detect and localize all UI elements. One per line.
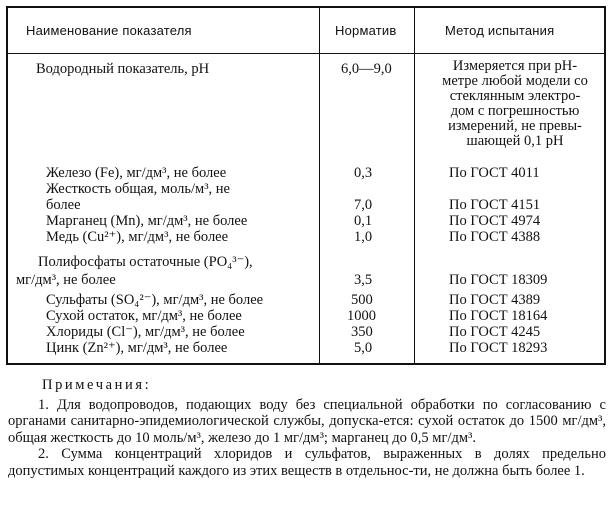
row-phosphate-name-line2: мг/дм³, не более	[16, 272, 116, 288]
row-hardness-norm: 7,0	[354, 197, 373, 213]
header-norm: Норматив	[335, 23, 397, 38]
row-residue-method: По ГОСТ 18164	[449, 308, 548, 324]
row-fe-name: Железо (Fe), мг/дм³, не более	[46, 165, 227, 181]
header-name: Наименование показателя	[26, 23, 192, 38]
row-zinc-method: По ГОСТ 18293	[449, 340, 548, 356]
row-mn-method: По ГОСТ 4974	[449, 213, 541, 229]
row-mn-norm: 0,1	[354, 213, 373, 229]
row-chloride-name: Хлориды (Cl⁻), мг/дм³, не более	[46, 324, 245, 340]
row-zinc-norm: 5,0	[354, 340, 373, 356]
header-method: Метод испытания	[445, 23, 555, 38]
row-fe-norm: 0,3	[354, 165, 373, 181]
row-residue-norm: 1000	[347, 308, 376, 324]
row-ph-method-line: метре любой модели со	[442, 73, 588, 89]
row-cu-method: По ГОСТ 4388	[449, 229, 541, 245]
note-1: 1. Для водопроводов, подающих воду без специальной обработки по согласованию с органами санитарно-эпидемиологической службы, допуска-ется: сухой остаток до 1500 мг/дм³, общая жесткость до 10 моль/м³, железо до 1 мг/дм³; марганец до 0,5 мг/дм³.	[8, 396, 606, 446]
standards-table	[6, 6, 606, 365]
row-ph-method-line: дом с погрешностью	[450, 103, 580, 119]
row-ph-method-line: измерений, не превы-	[448, 118, 582, 134]
row-fe-method: По ГОСТ 4011	[449, 165, 540, 181]
column-divider-1	[319, 8, 320, 363]
row-phosphate-name-line1: Полифосфаты остаточные (PO₄³⁻),	[38, 254, 253, 270]
row-ph-name: Водородный показатель, pH	[36, 61, 210, 77]
row-mn-name: Марганец (Mn), мг/дм³, не более	[46, 213, 248, 229]
notes-title: Примечания:	[42, 377, 152, 393]
row-cu-norm: 1,0	[354, 229, 373, 245]
row-sulfate-name: Сульфаты (SO₄²⁻), мг/дм³, не более	[46, 292, 264, 308]
row-zinc-name: Цинк (Zn²⁺), мг/дм³, не более	[46, 340, 228, 356]
row-hardness-name-line1: Жесткость общая, моль/м³, не	[46, 181, 230, 197]
row-ph-method	[429, 59, 601, 149]
column-divider-2	[414, 8, 415, 363]
row-ph-method-line: стеклянным электро-	[449, 88, 581, 104]
row-chloride-method: По ГОСТ 4245	[449, 324, 541, 340]
notes-section	[8, 377, 606, 479]
row-chloride-norm: 350	[351, 324, 373, 340]
row-cu-name: Медь (Cu²⁺), мг/дм³, не более	[46, 229, 229, 245]
header-separator	[8, 53, 604, 54]
row-ph-method-line: шающей 0,1 pH	[466, 133, 564, 149]
row-hardness-method: По ГОСТ 4151	[449, 197, 541, 213]
row-hardness-name-line2: более	[46, 197, 81, 213]
row-ph-norm: 6,0—9,0	[341, 61, 392, 77]
row-sulfate-norm: 500	[351, 292, 373, 308]
note-2: 2. Сумма концентраций хлоридов и сульфатов, выраженных в долях предельно допустимых концентраций каждого из этих веществ в отдельнос-ти, не должна быть более 1.	[8, 446, 606, 479]
row-residue-name: Сухой остаток, мг/дм³, не более	[46, 308, 242, 324]
row-phosphate-norm: 3,5	[354, 272, 373, 288]
row-ph-method-line: Измеряется при pH-	[452, 58, 578, 74]
row-phosphate-method: По ГОСТ 18309	[449, 272, 548, 288]
row-sulfate-method: По ГОСТ 4389	[449, 292, 541, 308]
